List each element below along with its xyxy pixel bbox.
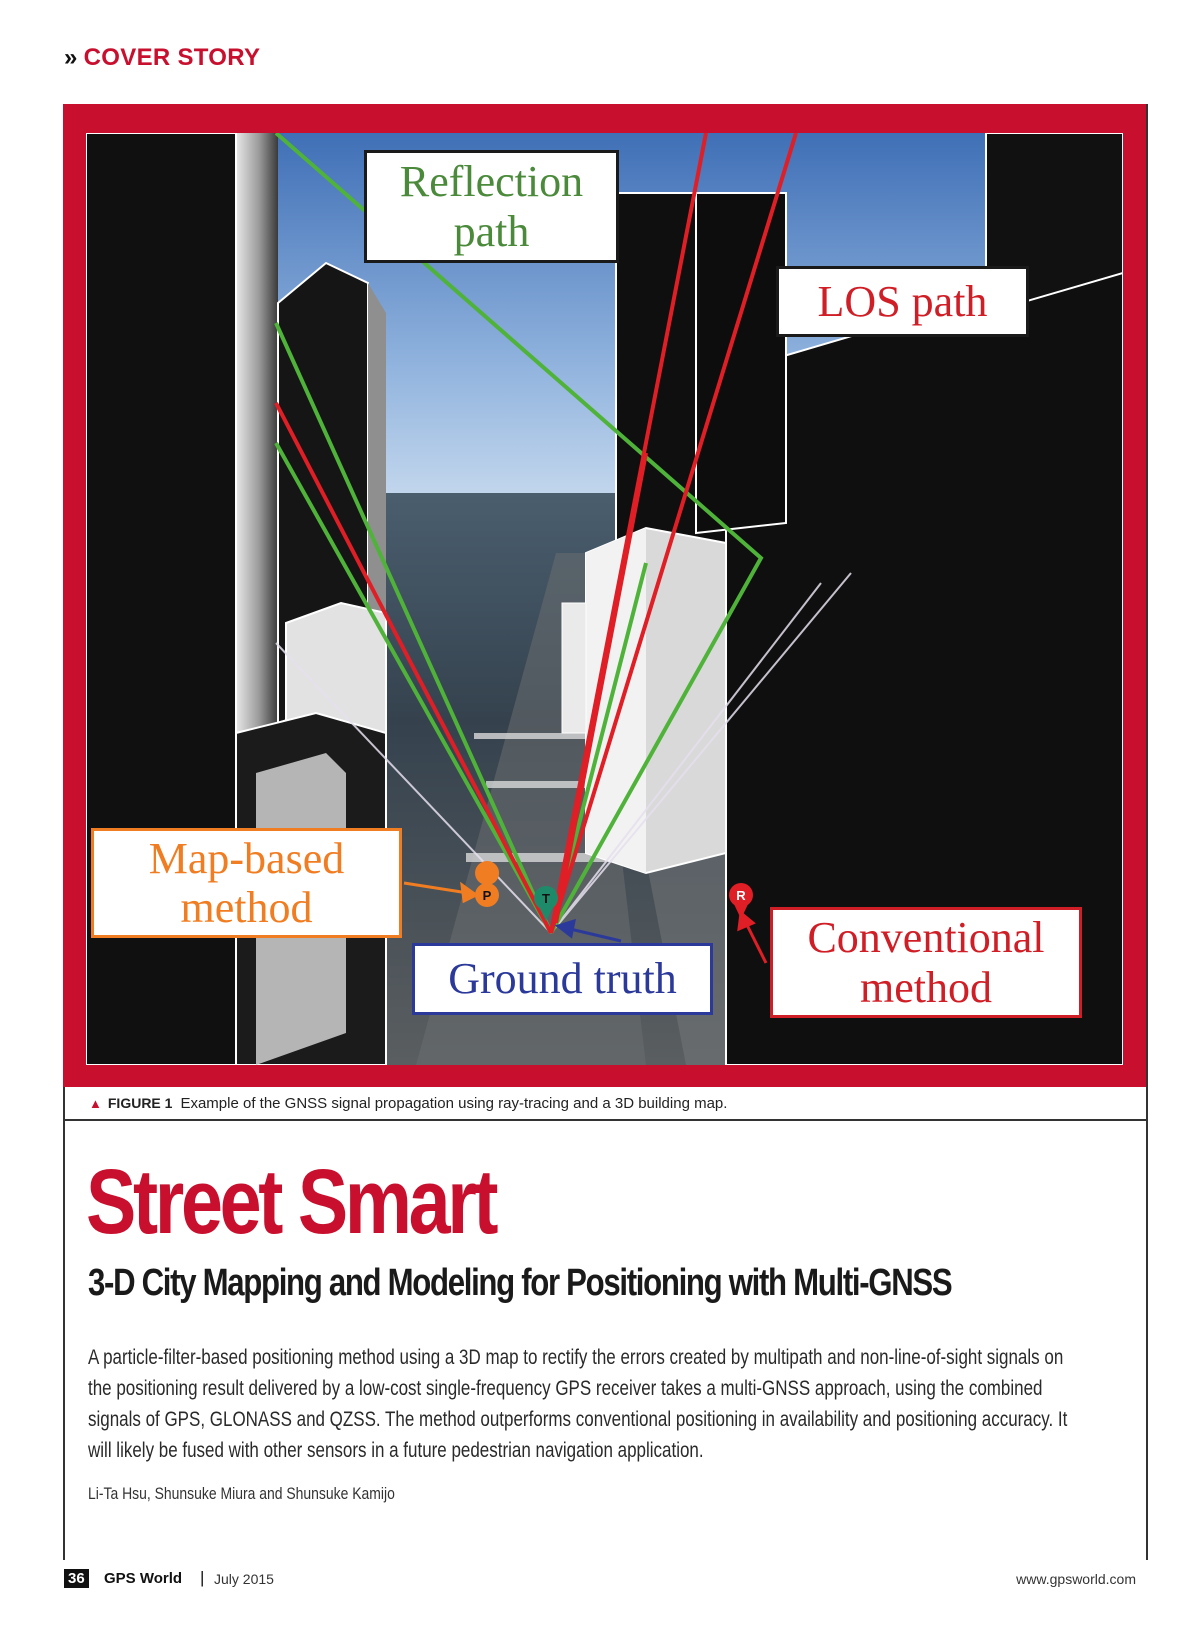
callout-reflection-path [364, 150, 619, 263]
figure-caption [89, 1095, 727, 1112]
issue-date: July 2015 [214, 1571, 274, 1587]
callout-los-path [776, 266, 1029, 337]
article-authors: Li-Ta Hsu, Shunsuke Miura and Shunsuke Kamijo [88, 1484, 395, 1503]
callout-reflection-text: Reflection path [399, 157, 584, 256]
callout-ground-truth-text: Ground truth [448, 954, 677, 1004]
callout-map-based [91, 828, 402, 938]
article-title: Street Smart [86, 1151, 496, 1253]
caption-triangle-icon: ▲ [89, 1096, 102, 1111]
page-number: 36 [64, 1569, 89, 1588]
magazine-url[interactable]: www.gpsworld.com [1016, 1571, 1136, 1587]
figure-label: FIGURE 1 [107, 1095, 173, 1111]
callout-conventional-text: Conventional method [807, 913, 1045, 1012]
callout-los-text: LOS path [817, 276, 988, 326]
section-label-text: COVER STORY [83, 44, 261, 71]
marker-t-label: T [542, 891, 550, 906]
article-abstract: A particle-filter-based positioning method using a 3D map to rectify the errors created by multipath and non-line-of-sight signals on the positioning result delivered by a low-cost single-frequency GPS receiver takes a multi-GNSS approach, using the combined signals of GPS, GLONASS and QZSS. The method outperforms conventional positioning in availability and positioning accuracy. It will likely be fused with other sensors in a future pedestrian navigation application. [88, 1345, 1068, 1462]
building-right-dark2 [696, 193, 786, 533]
footer-separator: | [200, 1568, 205, 1587]
article-subtitle: 3-D City Mapping and Modeling for Positioning with Multi-GNSS [88, 1262, 952, 1304]
section-label [64, 44, 260, 72]
page-footer [64, 1567, 1136, 1593]
magazine-name: GPS World [104, 1570, 183, 1587]
marker-p-label: P [482, 888, 492, 903]
marker-r-label: R [736, 888, 746, 903]
figure-caption-row [63, 1087, 1148, 1121]
section-marker: » [64, 44, 78, 71]
callout-conventional [770, 907, 1082, 1018]
page-rule-right [1146, 104, 1148, 1560]
figure-caption-text: Example of the GNSS signal propagation using ray-tracing and a 3D building map. [180, 1095, 728, 1112]
callout-ground-truth [412, 943, 713, 1015]
callout-map-based-text: Map-based method [148, 833, 345, 932]
